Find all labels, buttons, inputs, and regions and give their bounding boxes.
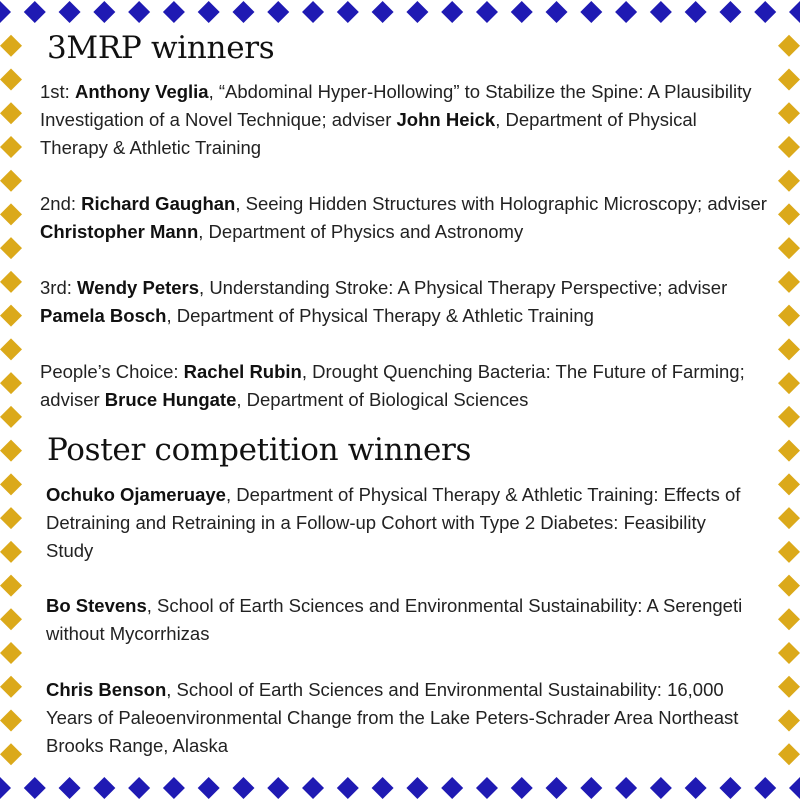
entry-detail: , School of Earth Sciences and Environmental Sustainability: 16,000 Years of Paleoenvironmental Change from the Lake Peters-Schrader Area Northeast Brooks Range, Alaska [46,679,739,756]
poster-entry [46,481,758,565]
entry-prefix: 3rd: [40,277,78,298]
entry-detail: , Department of Physical Therapy & Athletic Training: Effects of Detraining and Retraining in a Follow-up Cohort with Type 2 Diabetes: Feasibility Study [46,484,741,561]
poster-entry [46,676,758,760]
entry-title: , Understanding Stroke: A Physical Therapy Perspective; adviser [199,277,728,298]
entry-department: , Department of Physics and Astronomy [198,221,524,242]
entry-department: , Department of Physical Therapy & Athletic Training [40,109,697,158]
winner-name: Ochuko Ojameruaye [46,484,226,505]
winner-name: Rachel Rubin [183,361,302,382]
threemrp-entry-second [40,190,770,246]
threemrp-entry-third [40,274,762,330]
entry-department: , Department of Biological Sciences [236,389,529,410]
entry-prefix: 2nd: [40,193,82,214]
entry-detail: , School of Earth Sciences and Environmental Sustainability: A Serengeti without Mycorrhizas [46,595,743,644]
winner-name: Wendy Peters [77,277,200,298]
winner-name: Richard Gaughan [81,193,236,214]
adviser-name: Pamela Bosch [40,305,167,326]
entry-title: , “Abdominal Hyper-Hollowing” to Stabilize the Spine: A Plausibility Investigation of a Novel Technique; adviser [40,81,752,130]
entry-department: , Department of Physical Therapy & Athletic Training [166,305,594,326]
threemrp-heading: 3MRP winners [47,30,275,66]
adviser-name: Bruce Hungate [104,389,237,410]
entry-prefix: People’s Choice: [40,361,184,382]
winner-name: Chris Benson [46,679,167,700]
threemrp-entry-peoples-choice [40,358,762,414]
adviser-name: John Heick [396,109,496,130]
entry-prefix: 1st: [40,81,75,102]
adviser-name: Christopher Mann [40,221,199,242]
threemrp-entry-first [40,78,762,162]
poster-entry [46,592,758,648]
winner-name: Bo Stevens [46,595,147,616]
entry-title: , Drought Quenching Bacteria: The Future of Farming; adviser [40,361,745,410]
entry-title: , Seeing Hidden Structures with Holographic Microscopy; adviser [235,193,767,214]
poster-heading: Poster competition winners [47,432,472,468]
winner-name: Anthony Veglia [74,81,209,102]
